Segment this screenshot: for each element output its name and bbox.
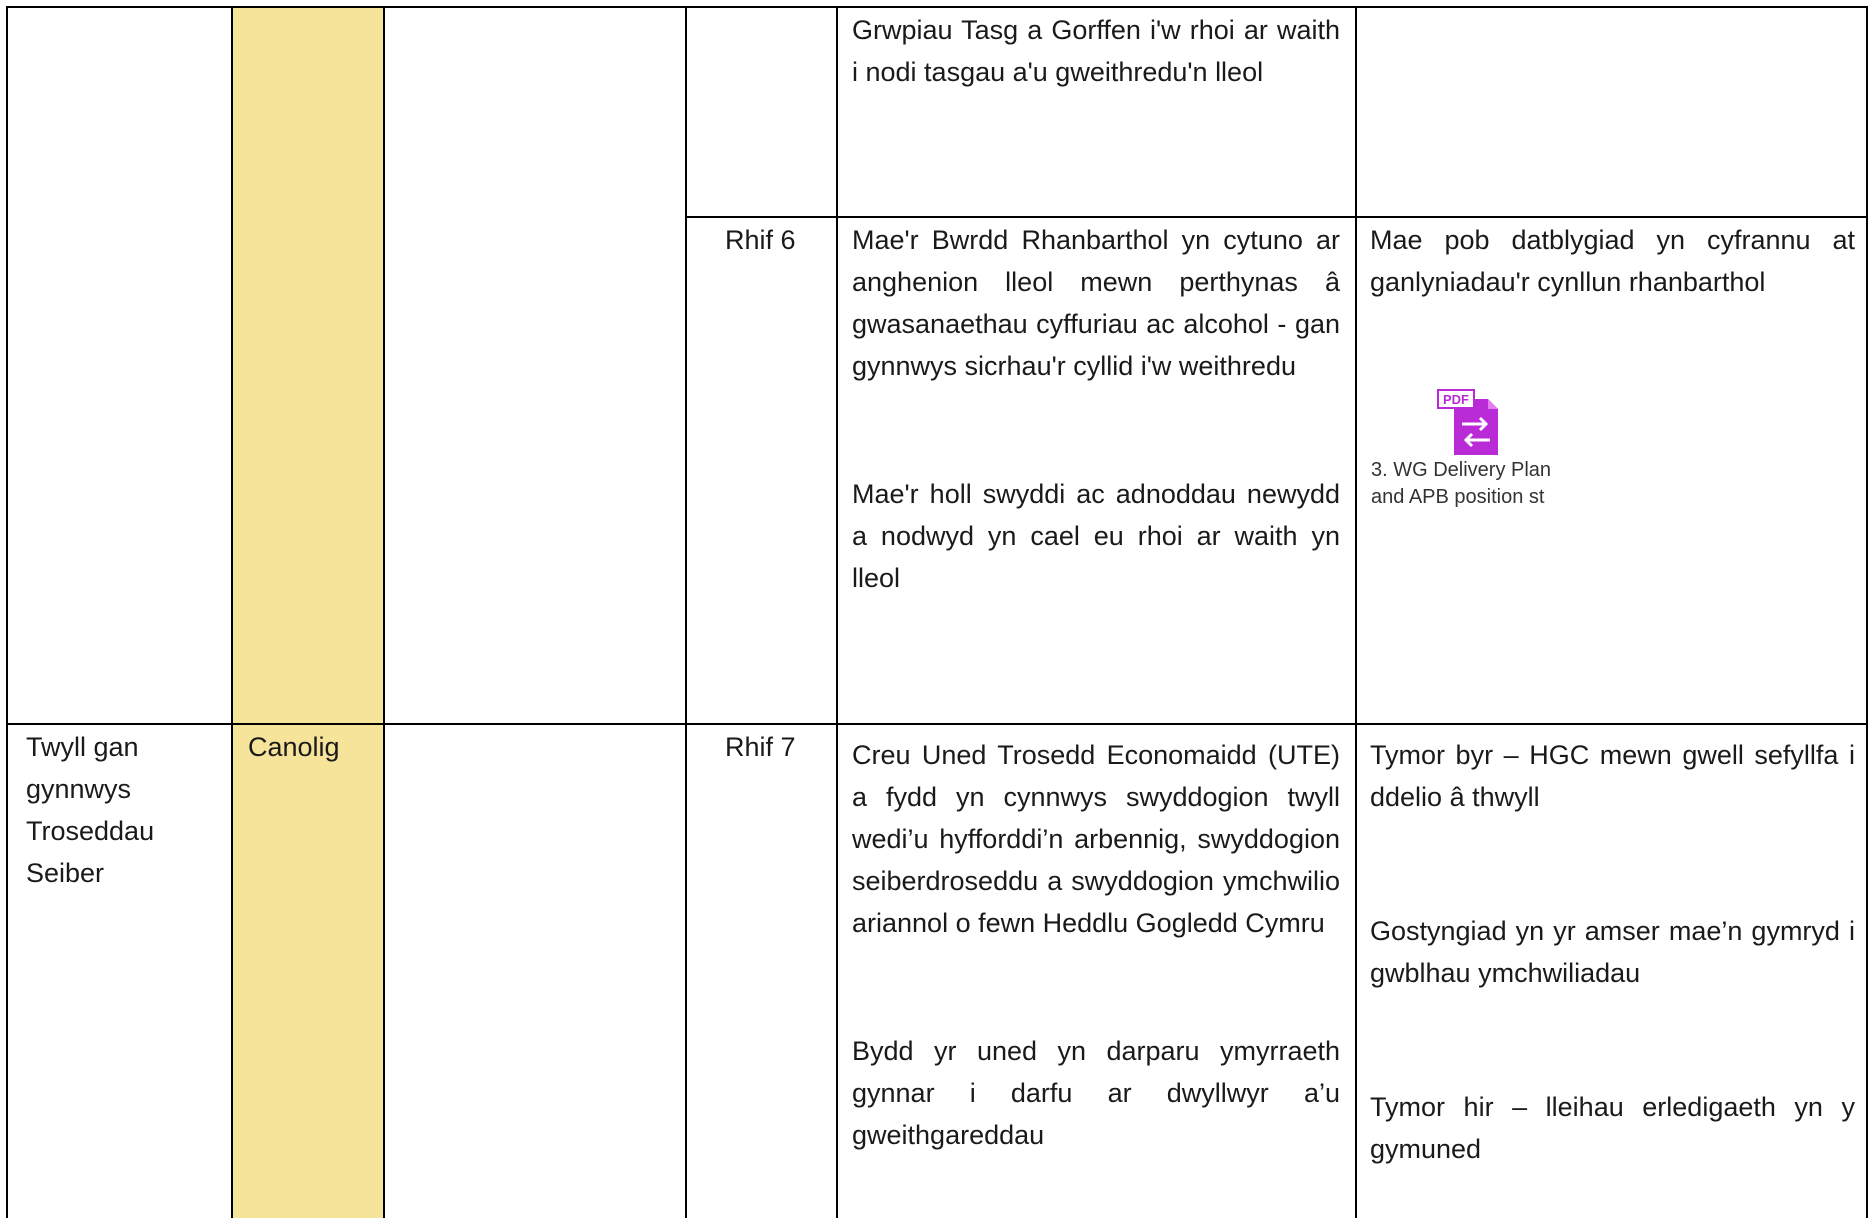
pdf-icon-label: PDF	[1443, 392, 1469, 407]
action-cell	[852, 9, 1340, 93]
level-column-fill-top	[233, 7, 383, 723]
column-divider	[685, 6, 687, 1218]
outcome-cell	[1370, 734, 1855, 1170]
row-divider	[685, 216, 1868, 218]
action-paragraph: Creu Uned Trosedd Economaidd (UTE) a fydd yn cynnwys swyddogion twyll wedi’u hyfforddi’n arbennig, swyddogion seiberdroseddu a swyddogion ymchwilio ariannol o fewn Heddlu Gogledd Cymru	[852, 740, 1340, 938]
pdf-attachment-icon[interactable]	[1436, 387, 1506, 457]
column-divider	[231, 6, 233, 1218]
outcome-text: Mae pob datblygiad yn cyfrannu at ganlyniadau'r cynllun rhanbarthol	[1370, 225, 1855, 297]
attachment-caption[interactable]	[1371, 457, 1575, 507]
action-cell	[852, 734, 1340, 1156]
risk-text: Twyll gan gynnwys Troseddau Seiber	[26, 732, 155, 888]
action-text: Grwpiau Tasg a Gorffen i'w rhoi ar waith i nodi tasgau a'u gweithredu'n lleol	[852, 15, 1340, 87]
outcome-paragraph: Gostyngiad yn yr amser mae’n gymryd i gwblhau ymchwiliadau	[1370, 916, 1855, 988]
level-column-fill-bottom	[233, 725, 383, 1218]
level-cell	[248, 726, 378, 768]
column-divider	[1355, 6, 1357, 1218]
table-border-top	[6, 6, 1868, 8]
number-cell	[725, 726, 825, 768]
column-divider	[836, 6, 838, 1218]
item-number: Rhif 7	[725, 732, 796, 762]
risk-cell	[26, 726, 221, 894]
outcome-paragraph: Tymor hir – lleihau erledigaeth yn y gymuned	[1370, 1092, 1855, 1164]
action-paragraph: Mae'r Bwrdd Rhanbarthol yn cytuno ar anghenion lleol mewn perthynas â gwasanaethau cyffuriau ac alcohol - gan gynnwys sicrhau'r cyllid i'w weithredu	[852, 225, 1340, 381]
pdf-icon	[1436, 387, 1506, 457]
outcome-cell	[1370, 219, 1855, 303]
table-border-right	[1866, 6, 1868, 1218]
attachment-caption-line: 3. WG Delivery Plan	[1371, 459, 1552, 481]
number-cell	[725, 219, 825, 261]
action-paragraph: Mae'r holl swyddi ac adnoddau newydd a nodwyd yn cael eu rhoi ar waith yn lleol	[852, 479, 1340, 593]
column-divider	[383, 6, 385, 1218]
row-divider	[6, 723, 1868, 725]
attachment-caption-line: and APB position st	[1371, 486, 1545, 507]
action-cell	[852, 219, 1340, 599]
action-paragraph: Bydd yr uned yn darparu ymyrraeth gynnar i darfu ar dwyllwyr a’u gweithgareddau	[852, 1036, 1340, 1150]
level-text: Canolig	[248, 732, 340, 762]
table-border-left	[6, 6, 8, 1218]
outcome-paragraph: Tymor byr – HGC mewn gwell sefyllfa i ddelio â thwyll	[1370, 740, 1855, 812]
item-number: Rhif 6	[725, 225, 796, 255]
